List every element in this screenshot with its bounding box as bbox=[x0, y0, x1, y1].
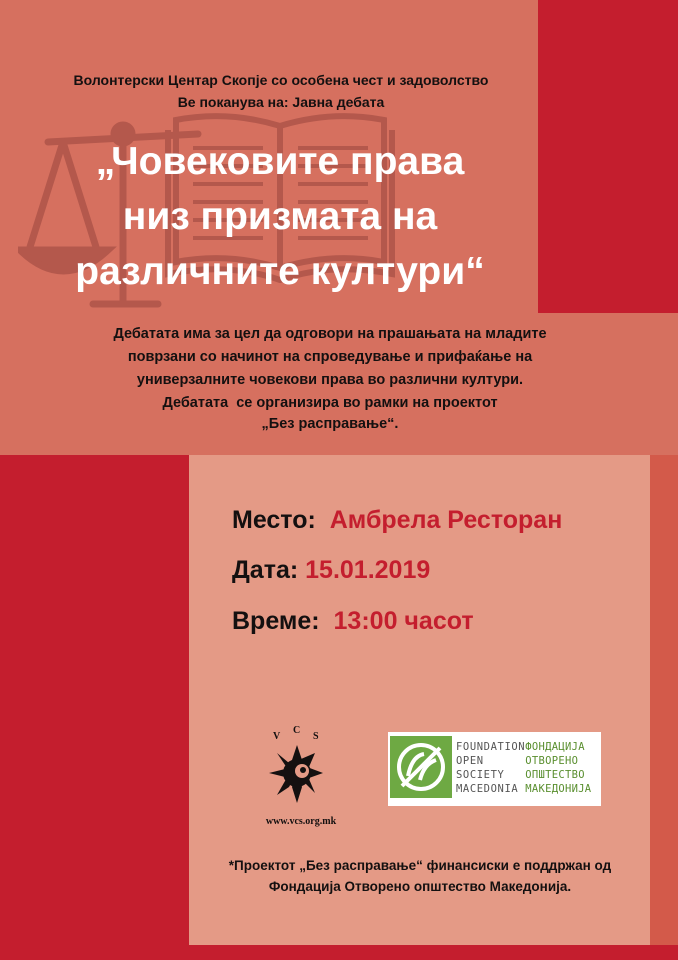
place-value: Амбрела Ресторан bbox=[329, 506, 563, 534]
funding-footnote-line-2: Фондација Отворено општество Македонија. bbox=[268, 879, 572, 894]
osf-en-row-4: MACEDONIA bbox=[456, 783, 526, 795]
vcs-letter-c: C bbox=[293, 725, 301, 736]
osf-mk-row-2: ОТВОРЕНО bbox=[525, 755, 579, 767]
osf-en-row-3: SOCIETY bbox=[456, 769, 526, 781]
description-line-4: Дебатата се организира во рамки на проектот bbox=[162, 395, 498, 411]
description-line-2: поврзани со начинот на спроведување и прифаќање на bbox=[127, 349, 533, 365]
place-row bbox=[232, 506, 562, 535]
osf-macedonia-logo bbox=[388, 732, 601, 806]
date-label: Дата: bbox=[232, 556, 299, 584]
osf-logo-mark bbox=[390, 736, 452, 798]
vcs-website-url: www.vcs.org.mk bbox=[265, 816, 337, 827]
invitation-header-line-1: Волонтерски Центар Скопје со особена чест и задоволство bbox=[73, 72, 489, 88]
description-line-3: универзалните човекови права во различни култури. bbox=[136, 372, 524, 388]
date-row bbox=[232, 556, 430, 585]
osf-mk-row-1: ФОНДАЦИЈА bbox=[525, 741, 585, 753]
osf-en-row-2: OPEN bbox=[456, 755, 526, 767]
time-value: 13:00 часот bbox=[333, 607, 474, 635]
event-title-line-2: низ призмата на bbox=[122, 195, 438, 238]
date-value: 15.01.2019 bbox=[305, 556, 431, 584]
description-line-1: Дебатата има за цел да одговори на прашањата на младите bbox=[113, 326, 547, 342]
vcs-letter-v: V bbox=[273, 731, 281, 742]
osf-mk-row-3: ОПШТЕСТВО bbox=[525, 769, 585, 781]
osf-logo-text bbox=[456, 740, 591, 796]
event-title-line-3: различните култури“ bbox=[75, 250, 485, 293]
event-title-line-1: „Човековите права bbox=[95, 140, 465, 183]
place-label: Место: bbox=[232, 506, 316, 534]
time-label: Време: bbox=[232, 607, 320, 635]
funding-footnote-line-1: *Проектот „Без расправање“ финансиски е поддржан од bbox=[228, 858, 612, 873]
time-row bbox=[232, 607, 474, 636]
osf-mk-row-4: МАКЕДОНИЈА bbox=[525, 783, 592, 795]
osf-en-row-1: FOUNDATION bbox=[456, 741, 526, 753]
footer-background-strip bbox=[189, 945, 650, 960]
vcs-letter-s: S bbox=[313, 731, 319, 742]
description-line-5: „Без расправање“. bbox=[261, 416, 399, 432]
bottom-right-background-strip bbox=[650, 455, 678, 945]
vcs-sun-logo bbox=[257, 725, 337, 810]
invitation-header-line-2: Ве поканува на: Јавна дебата bbox=[177, 94, 385, 110]
